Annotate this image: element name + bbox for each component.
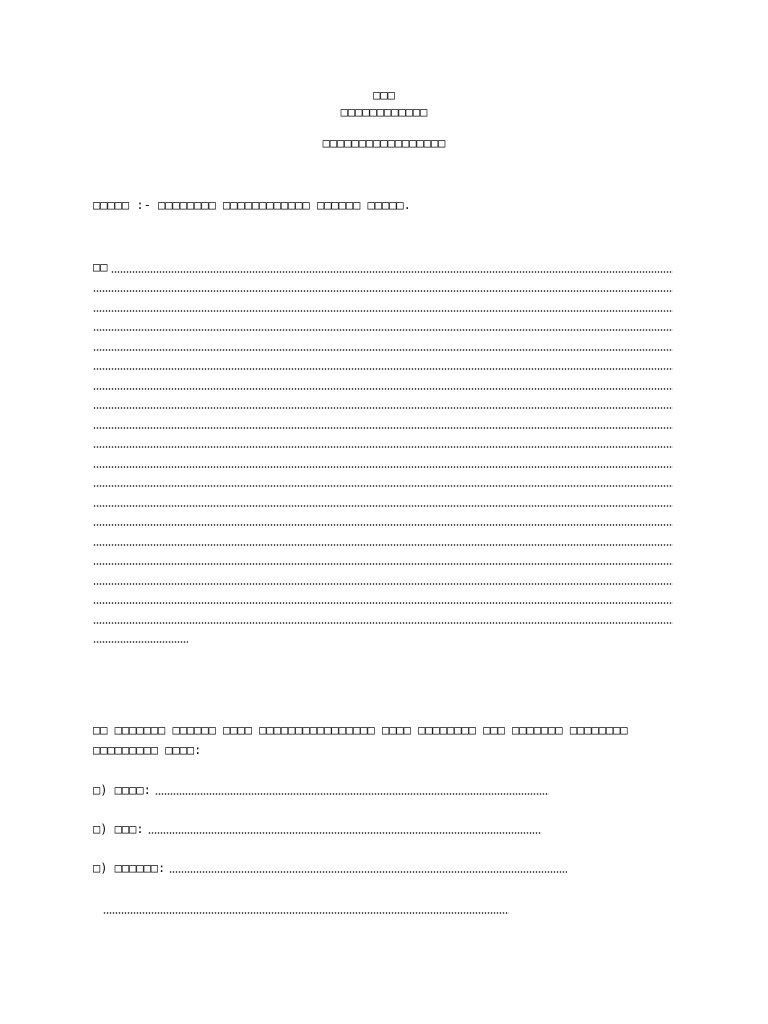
instruction-text: □□□□□ :- □□□□□□□□ □□□□□□□□□□□□ □□□□□□ □□□□□. <box>93 198 411 212</box>
dotted-blank <box>93 602 673 604</box>
dotted-blank <box>93 485 673 487</box>
answer-line <box>93 492 673 512</box>
dotted-blank <box>93 427 673 429</box>
answer-line <box>93 297 673 317</box>
dotted-blank <box>155 793 549 795</box>
answer-line <box>93 531 673 551</box>
dotted-blank <box>93 349 673 351</box>
answer-line <box>93 258 673 278</box>
field-row <box>93 780 549 800</box>
dotted-blank <box>93 622 673 624</box>
answer-line-short <box>93 629 673 649</box>
dotted-blank <box>93 524 673 526</box>
field-label: □) □□□□□□: <box>93 861 166 875</box>
answer-line <box>93 356 673 376</box>
answer-line <box>93 317 673 337</box>
dotted-blank <box>93 388 673 390</box>
dotted-blank <box>93 583 673 585</box>
answer-line <box>93 512 673 532</box>
dotted-blank <box>93 563 673 565</box>
dotted-blank <box>93 446 673 448</box>
answer-line <box>93 395 673 415</box>
dotted-blank <box>169 871 567 873</box>
answer-line <box>93 414 673 434</box>
answer-line <box>93 473 673 493</box>
field-label: □) □□□□: <box>93 783 151 797</box>
dotted-blank <box>93 368 673 370</box>
dotted-blank <box>93 641 188 643</box>
answer-line <box>93 590 673 610</box>
field-label: □) □□□: <box>93 822 144 836</box>
dotted-blank <box>93 290 673 292</box>
dotted-blank <box>93 544 673 546</box>
dotted-blank <box>103 912 509 914</box>
answer-line <box>93 278 673 298</box>
dotted-blank <box>93 505 673 507</box>
dotted-blank <box>93 466 673 468</box>
field-row-continuation <box>103 899 509 919</box>
question-text: □□ □□□□□□□ □□□□□□ □□□□ □□□□□□□□□□□□□□□□ □□□□ □□□□□□□□ □□□ □□□□□□□ □□□□□□□□ □□□□□□□□□ □□□□: <box>93 723 628 757</box>
answer-line <box>93 551 673 571</box>
dotted-blank <box>148 832 541 834</box>
heading-line-3: □□□□□□□□□□□□□□□□□ <box>322 136 446 150</box>
answer-area <box>93 258 673 648</box>
dotted-blank <box>93 407 673 409</box>
answer-line <box>93 570 673 590</box>
answer-line <box>93 434 673 454</box>
answer-line <box>93 609 673 629</box>
dotted-blank <box>111 271 673 273</box>
dotted-blank <box>93 310 673 312</box>
dotted-blank <box>93 329 673 331</box>
answer-label: □□ <box>93 260 108 274</box>
answer-line <box>93 375 673 395</box>
heading-line-1: □□□ <box>373 88 395 102</box>
heading-line-2: □□□□□□□□□□□□ <box>340 105 428 119</box>
field-row <box>93 819 541 839</box>
answer-line <box>93 336 673 356</box>
field-row <box>93 858 567 878</box>
answer-line <box>93 453 673 473</box>
